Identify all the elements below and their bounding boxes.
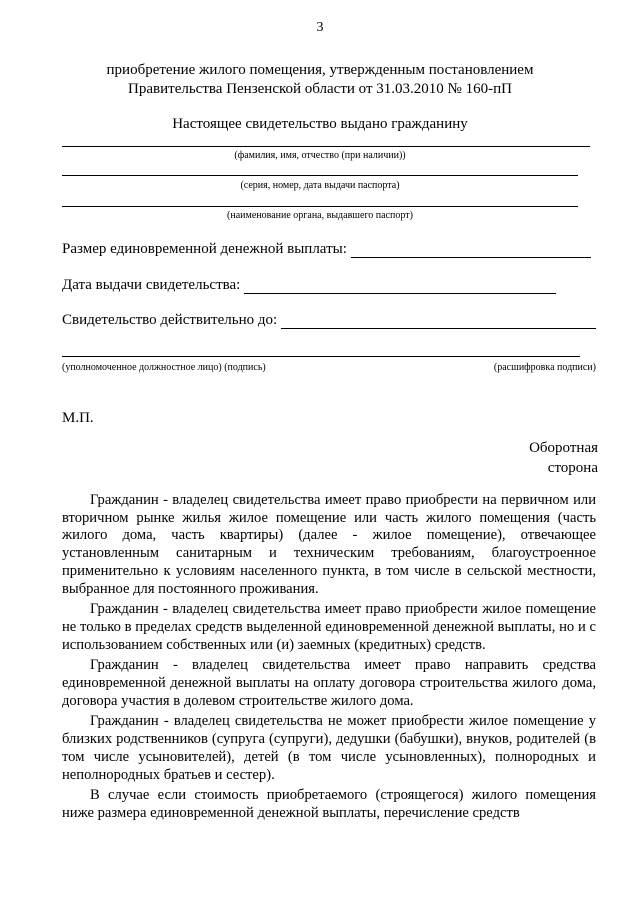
authority-caption: (наименование органа, выдавшего паспорт) [227,210,413,221]
body-text [62,492,596,826]
authority-line [62,206,578,207]
paragraph: Гражданин - владелец свидетельства имеет право приобрести жилое помещение не только в пределах средств выделенной единовременной денежной выплаты, но и с использованием собственных или (и) заемных (кредитных) средств. [62,601,596,653]
issued-to-label: Настоящее свидетельство выдано гражданину [172,116,468,132]
payment-amount-label: Размер единовременной денежной выплаты: [62,241,347,257]
heading-line-2: Правительства Пензенской области от 31.03.2010 № 160-пП [128,81,512,97]
name-caption: (фамилия, имя, отчество (при наличии)) [234,150,406,161]
paragraph: Гражданин - владелец свидетельства не может приобрести жилое помещение у близких родственников (супруга (супруги), дедушки (бабушки), внуков, родителей (в том числе усыновителей), детей (в том числе усыновленных), полнородных и неполнородных братьев и сестер). [62,713,596,783]
issue-date-line [244,279,556,294]
page-number: 3 [316,20,324,35]
payment-amount-row [62,241,591,258]
passport-line [62,175,578,176]
payment-amount-line [351,243,591,258]
paragraph: Гражданин - владелец свидетельства имеет право приобрести на первичном или вторичном рынке жилья жилое помещение или часть жилого помещения (часть жилого дома, часть квартиры) (далее - жилое помещение), отвечающее установленным санитарным и техническим требованиям, благоустроенное применительно к условиям населенного пункта, в том числе в сельской местности, выбранное для постоянного проживания. [62,492,596,597]
heading-line-1: приобретение жилого помещения, утвержденным постановлением [106,62,534,78]
valid-until-line [281,314,596,329]
official-signature-caption: (уполномоченное должностное лицо) (подпись) [62,362,266,373]
seal-place: М.П. [62,410,94,426]
name-line [62,146,590,147]
paragraph: Гражданин - владелец свидетельства имеет право направить средства единовременной денежной выплаты на оплату договора строительства жилого дома, договора участия в долевом строительстве жилого дома. [62,657,596,709]
valid-until-label: Свидетельство действительно до: [62,312,278,328]
issue-date-label: Дата выдачи свидетельства: [62,277,241,293]
signature-decoding-caption: (расшифровка подписи) [493,362,596,373]
issue-date-row [62,277,556,294]
passport-caption: (серия, номер, дата выдачи паспорта) [240,180,400,191]
reverse-side-line-2: сторона [547,460,598,476]
valid-until-row [62,312,596,329]
reverse-side-label [529,438,598,478]
signature-line [62,356,580,357]
paragraph: В случае если стоимость приобретаемого (строящегося) жилого помещения ниже размера единовременной денежной выплаты, перечисление средств [62,787,596,821]
reverse-side-line-1: Оборотная [529,440,598,456]
